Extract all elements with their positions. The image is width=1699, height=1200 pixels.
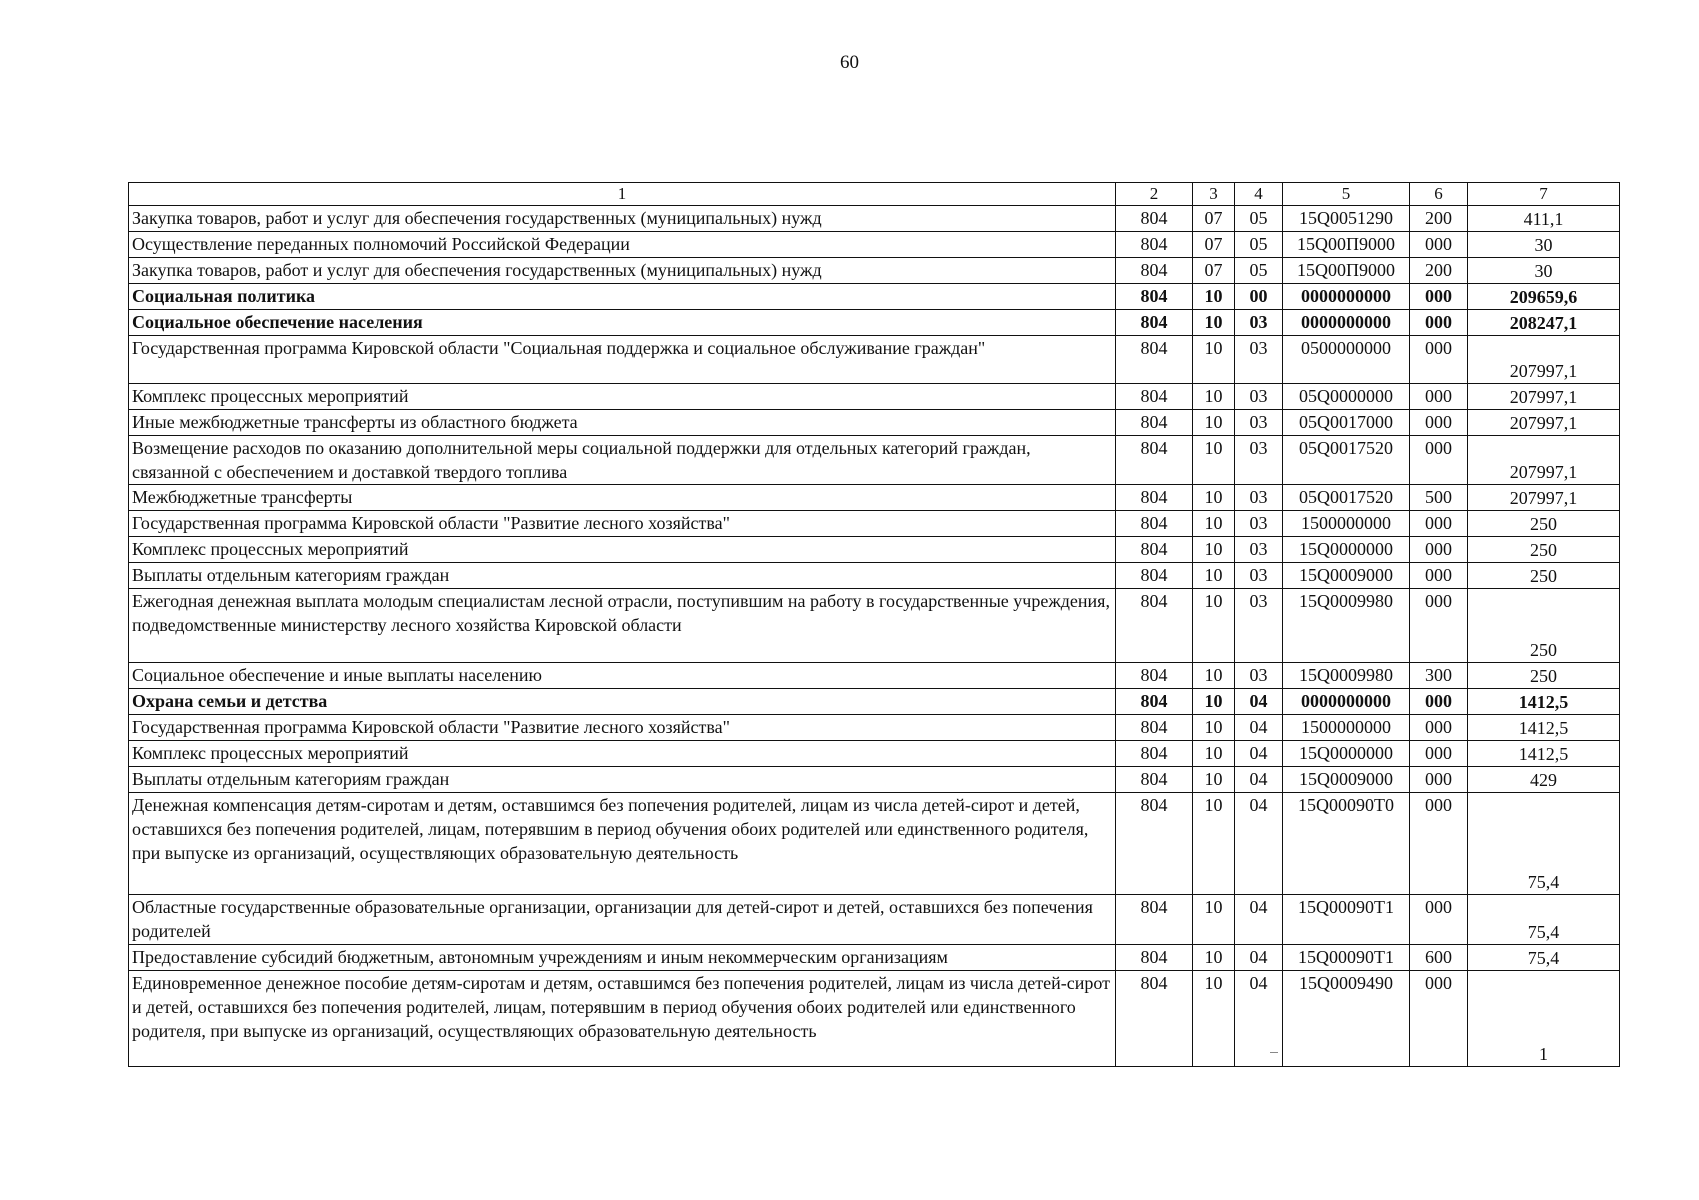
code-cell: 804 [1116, 485, 1193, 511]
target-code-cell: 15Q00П9000 [1283, 258, 1410, 284]
table-row [129, 232, 1620, 258]
row-name-cell: Социальное обеспечение и иные выплаты населению [129, 663, 1116, 689]
section-cell: 10 [1193, 715, 1235, 741]
expense-type-cell: 000 [1410, 511, 1468, 537]
section-cell: 07 [1193, 232, 1235, 258]
amount-cell: 429 [1468, 767, 1620, 793]
subsection-cell: 03 [1235, 384, 1283, 410]
subsection-cell: 03 [1235, 336, 1283, 384]
subsection-cell: 05 [1235, 206, 1283, 232]
subsection-cell: 04 [1235, 767, 1283, 793]
code-cell: 804 [1116, 793, 1193, 895]
table-row [129, 310, 1620, 336]
table-row [129, 258, 1620, 284]
amount-cell: 1412,5 [1468, 715, 1620, 741]
subsection-cell: 05 [1235, 258, 1283, 284]
table-row [129, 589, 1620, 663]
budget-table [128, 182, 1620, 1067]
table-row [129, 945, 1620, 971]
row-name-cell: Комплекс процессных мероприятий [129, 741, 1116, 767]
subsection-cell: 04 [1235, 971, 1283, 1067]
expense-type-cell: 000 [1410, 537, 1468, 563]
code-cell: 804 [1116, 284, 1193, 310]
expense-type-cell: 000 [1410, 232, 1468, 258]
amount-cell: 30 [1468, 232, 1620, 258]
section-cell: 10 [1193, 511, 1235, 537]
amount-cell: 1412,5 [1468, 689, 1620, 715]
section-cell: 10 [1193, 284, 1235, 310]
section-cell: 10 [1193, 485, 1235, 511]
amount-cell: 208247,1 [1468, 310, 1620, 336]
expense-type-cell: 000 [1410, 689, 1468, 715]
row-name-cell: Социальная политика [129, 284, 1116, 310]
table-row [129, 511, 1620, 537]
table-row [129, 767, 1620, 793]
subsection-cell: 03 [1235, 485, 1283, 511]
section-cell: 10 [1193, 741, 1235, 767]
table-row [129, 663, 1620, 689]
code-cell: 804 [1116, 384, 1193, 410]
section-cell: 10 [1193, 537, 1235, 563]
expense-type-cell: 000 [1410, 971, 1468, 1067]
section-cell: 10 [1193, 663, 1235, 689]
table-row [129, 971, 1620, 1067]
target-code-cell: 0000000000 [1283, 284, 1410, 310]
row-name-cell: Государственная программа Кировской области "Развитие лесного хозяйства" [129, 511, 1116, 537]
expense-type-cell: 200 [1410, 258, 1468, 284]
amount-cell: 250 [1468, 589, 1620, 663]
expense-type-cell: 000 [1410, 589, 1468, 663]
amount-cell: 1412,5 [1468, 741, 1620, 767]
amount-cell: 250 [1468, 511, 1620, 537]
section-cell: 07 [1193, 258, 1235, 284]
header-cell: 2 [1116, 183, 1193, 206]
header-cell: 1 [129, 183, 1116, 206]
expense-type-cell: 000 [1410, 715, 1468, 741]
expense-type-cell: 000 [1410, 384, 1468, 410]
table-row [129, 284, 1620, 310]
section-cell: 10 [1193, 563, 1235, 589]
amount-cell: 207997,1 [1468, 485, 1620, 511]
target-code-cell: 15Q0000000 [1283, 537, 1410, 563]
row-name-cell: Охрана семьи и детства [129, 689, 1116, 715]
code-cell: 804 [1116, 537, 1193, 563]
target-code-cell: 15Q00090Т1 [1283, 895, 1410, 945]
code-cell: 804 [1116, 310, 1193, 336]
expense-type-cell: 300 [1410, 663, 1468, 689]
table-row [129, 715, 1620, 741]
section-cell: 10 [1193, 589, 1235, 663]
target-code-cell: 15Q0009980 [1283, 663, 1410, 689]
amount-cell: 250 [1468, 537, 1620, 563]
target-code-cell: 15Q0009000 [1283, 563, 1410, 589]
section-cell: 10 [1193, 689, 1235, 715]
code-cell: 804 [1116, 945, 1193, 971]
table-row [129, 741, 1620, 767]
amount-cell: 75,4 [1468, 793, 1620, 895]
row-name-cell: Государственная программа Кировской области "Развитие лесного хозяйства" [129, 715, 1116, 741]
code-cell: 804 [1116, 971, 1193, 1067]
target-code-cell: 0500000000 [1283, 336, 1410, 384]
amount-cell: 411,1 [1468, 206, 1620, 232]
row-name-cell: Ежегодная денежная выплата молодым специалистам лесной отрасли, поступившим на работу в государственные учреждения, подведомственные министерству лесного хозяйства Кировской области [129, 589, 1116, 663]
section-cell: 10 [1193, 410, 1235, 436]
code-cell: 804 [1116, 663, 1193, 689]
target-code-cell: 15Q0000000 [1283, 741, 1410, 767]
amount-cell: 1 [1468, 971, 1620, 1067]
expense-type-cell: 000 [1410, 336, 1468, 384]
row-name-cell: Денежная компенсация детям-сиротам и детям, оставшимся без попечения родителей, лицам из числа детей-сирот и детей, оставшихся без попечения родителей, лицам, потерявшим в период обучения обоих родителей или единственного родителя, при выпуске из организаций, осуществляющих образовательную деятельность [129, 793, 1116, 895]
expense-type-cell: 000 [1410, 793, 1468, 895]
subsection-cell: 04 [1235, 689, 1283, 715]
code-cell: 804 [1116, 511, 1193, 537]
target-code-cell: 1500000000 [1283, 715, 1410, 741]
row-name-cell: Выплаты отдельным категориям граждан [129, 767, 1116, 793]
code-cell: 804 [1116, 589, 1193, 663]
table-row [129, 537, 1620, 563]
amount-cell: 207997,1 [1468, 436, 1620, 485]
target-code-cell: 0000000000 [1283, 689, 1410, 715]
row-name-cell: Комплекс процессных мероприятий [129, 537, 1116, 563]
section-cell: 10 [1193, 793, 1235, 895]
row-name-cell: Предоставление субсидий бюджетным, автономным учреждениям и иным некоммерческим организациям [129, 945, 1116, 971]
subsection-cell: 03 [1235, 663, 1283, 689]
expense-type-cell: 000 [1410, 436, 1468, 485]
expense-type-cell: 600 [1410, 945, 1468, 971]
section-cell: 10 [1193, 945, 1235, 971]
code-cell: 804 [1116, 689, 1193, 715]
expense-type-cell: 000 [1410, 895, 1468, 945]
row-name-cell: Возмещение расходов по оказанию дополнительной меры социальной поддержки для отдельных категорий граждан, связанной с обеспечением и доставкой твердого топлива [129, 436, 1116, 485]
row-name-cell: Межбюджетные трансферты [129, 485, 1116, 511]
amount-cell: 207997,1 [1468, 384, 1620, 410]
amount-cell: 209659,6 [1468, 284, 1620, 310]
table-row [129, 895, 1620, 945]
row-name-cell: Выплаты отдельным категориям граждан [129, 563, 1116, 589]
header-cell: 3 [1193, 183, 1235, 206]
table-row [129, 384, 1620, 410]
amount-cell: 250 [1468, 563, 1620, 589]
code-cell: 804 [1116, 563, 1193, 589]
subsection-cell: 03 [1235, 589, 1283, 663]
section-cell: 10 [1193, 384, 1235, 410]
code-cell: 804 [1116, 336, 1193, 384]
subsection-cell: 04 [1235, 793, 1283, 895]
code-cell: 804 [1116, 767, 1193, 793]
target-code-cell: 15Q00090Т1 [1283, 945, 1410, 971]
code-cell: 804 [1116, 232, 1193, 258]
subsection-cell: 03 [1235, 537, 1283, 563]
target-code-cell: 15Q0009490 [1283, 971, 1410, 1067]
expense-type-cell: 000 [1410, 767, 1468, 793]
row-name-cell: Социальное обеспечение населения [129, 310, 1116, 336]
header-cell: 7 [1468, 183, 1620, 206]
row-name-cell: Областные государственные образовательные организации, организации для детей-сирот и детей, оставшихся без попечения родителей [129, 895, 1116, 945]
row-name-cell: Единовременное денежное пособие детям-сиротам и детям, оставшимся без попечения родителей, лицам из числа детей-сирот и детей, оставшихся без попечения родителей, лицам, потерявшим в период обучения обоих родителей или единственного родителя, при выпуске из организаций, осуществляющих образовательную деятельность [129, 971, 1116, 1067]
code-cell: 804 [1116, 715, 1193, 741]
target-code-cell: 15Q0051290 [1283, 206, 1410, 232]
row-name-cell: Осуществление переданных полномочий Российской Федерации [129, 232, 1116, 258]
subsection-cell: 04 [1235, 715, 1283, 741]
table-row [129, 689, 1620, 715]
row-name-cell: Комплекс процессных мероприятий [129, 384, 1116, 410]
subsection-cell: 03 [1235, 410, 1283, 436]
code-cell: 804 [1116, 741, 1193, 767]
amount-cell: 30 [1468, 258, 1620, 284]
table-row [129, 206, 1620, 232]
subsection-cell: 03 [1235, 310, 1283, 336]
section-cell: 10 [1193, 336, 1235, 384]
target-code-cell: 15Q0009000 [1283, 767, 1410, 793]
table-row [129, 410, 1620, 436]
section-cell: 10 [1193, 971, 1235, 1067]
section-cell: 10 [1193, 436, 1235, 485]
page-number: 60 [840, 52, 859, 73]
row-name-cell: Государственная программа Кировской области "Социальная поддержка и социальное обслуживание граждан" [129, 336, 1116, 384]
subsection-cell: 03 [1235, 436, 1283, 485]
amount-cell: 207997,1 [1468, 410, 1620, 436]
subsection-cell: 04 [1235, 741, 1283, 767]
target-code-cell: 05Q0017520 [1283, 485, 1410, 511]
code-cell: 804 [1116, 410, 1193, 436]
subsection-cell: 03 [1235, 563, 1283, 589]
subsection-cell: 04 [1235, 895, 1283, 945]
table-row [129, 563, 1620, 589]
table-header-row [129, 183, 1620, 206]
target-code-cell: 15Q00090Т0 [1283, 793, 1410, 895]
amount-cell: 250 [1468, 663, 1620, 689]
table-row [129, 485, 1620, 511]
section-cell: 07 [1193, 206, 1235, 232]
table-row [129, 793, 1620, 895]
expense-type-cell: 000 [1410, 563, 1468, 589]
subsection-cell: 05 [1235, 232, 1283, 258]
subsection-cell: 04 [1235, 945, 1283, 971]
target-code-cell: 15Q0009980 [1283, 589, 1410, 663]
code-cell: 804 [1116, 436, 1193, 485]
section-cell: 10 [1193, 767, 1235, 793]
subsection-cell: 00 [1235, 284, 1283, 310]
target-code-cell: 0000000000 [1283, 310, 1410, 336]
amount-cell: 75,4 [1468, 945, 1620, 971]
target-code-cell: 05Q0017000 [1283, 410, 1410, 436]
scan-mark [1270, 1052, 1278, 1053]
subsection-cell: 03 [1235, 511, 1283, 537]
header-cell: 5 [1283, 183, 1410, 206]
row-name-cell: Закупка товаров, работ и услуг для обеспечения государственных (муниципальных) нужд [129, 258, 1116, 284]
section-cell: 10 [1193, 895, 1235, 945]
expense-type-cell: 500 [1410, 485, 1468, 511]
amount-cell: 207997,1 [1468, 336, 1620, 384]
header-cell: 6 [1410, 183, 1468, 206]
expense-type-cell: 200 [1410, 206, 1468, 232]
header-cell: 4 [1235, 183, 1283, 206]
code-cell: 804 [1116, 258, 1193, 284]
target-code-cell: 15Q00П9000 [1283, 232, 1410, 258]
table-row [129, 336, 1620, 384]
section-cell: 10 [1193, 310, 1235, 336]
expense-type-cell: 000 [1410, 741, 1468, 767]
expense-type-cell: 000 [1410, 410, 1468, 436]
target-code-cell: 05Q0000000 [1283, 384, 1410, 410]
table-row [129, 436, 1620, 485]
target-code-cell: 05Q0017520 [1283, 436, 1410, 485]
row-name-cell: Иные межбюджетные трансферты из областного бюджета [129, 410, 1116, 436]
code-cell: 804 [1116, 206, 1193, 232]
code-cell: 804 [1116, 895, 1193, 945]
target-code-cell: 1500000000 [1283, 511, 1410, 537]
amount-cell: 75,4 [1468, 895, 1620, 945]
row-name-cell: Закупка товаров, работ и услуг для обеспечения государственных (муниципальных) нужд [129, 206, 1116, 232]
expense-type-cell: 000 [1410, 310, 1468, 336]
expense-type-cell: 000 [1410, 284, 1468, 310]
